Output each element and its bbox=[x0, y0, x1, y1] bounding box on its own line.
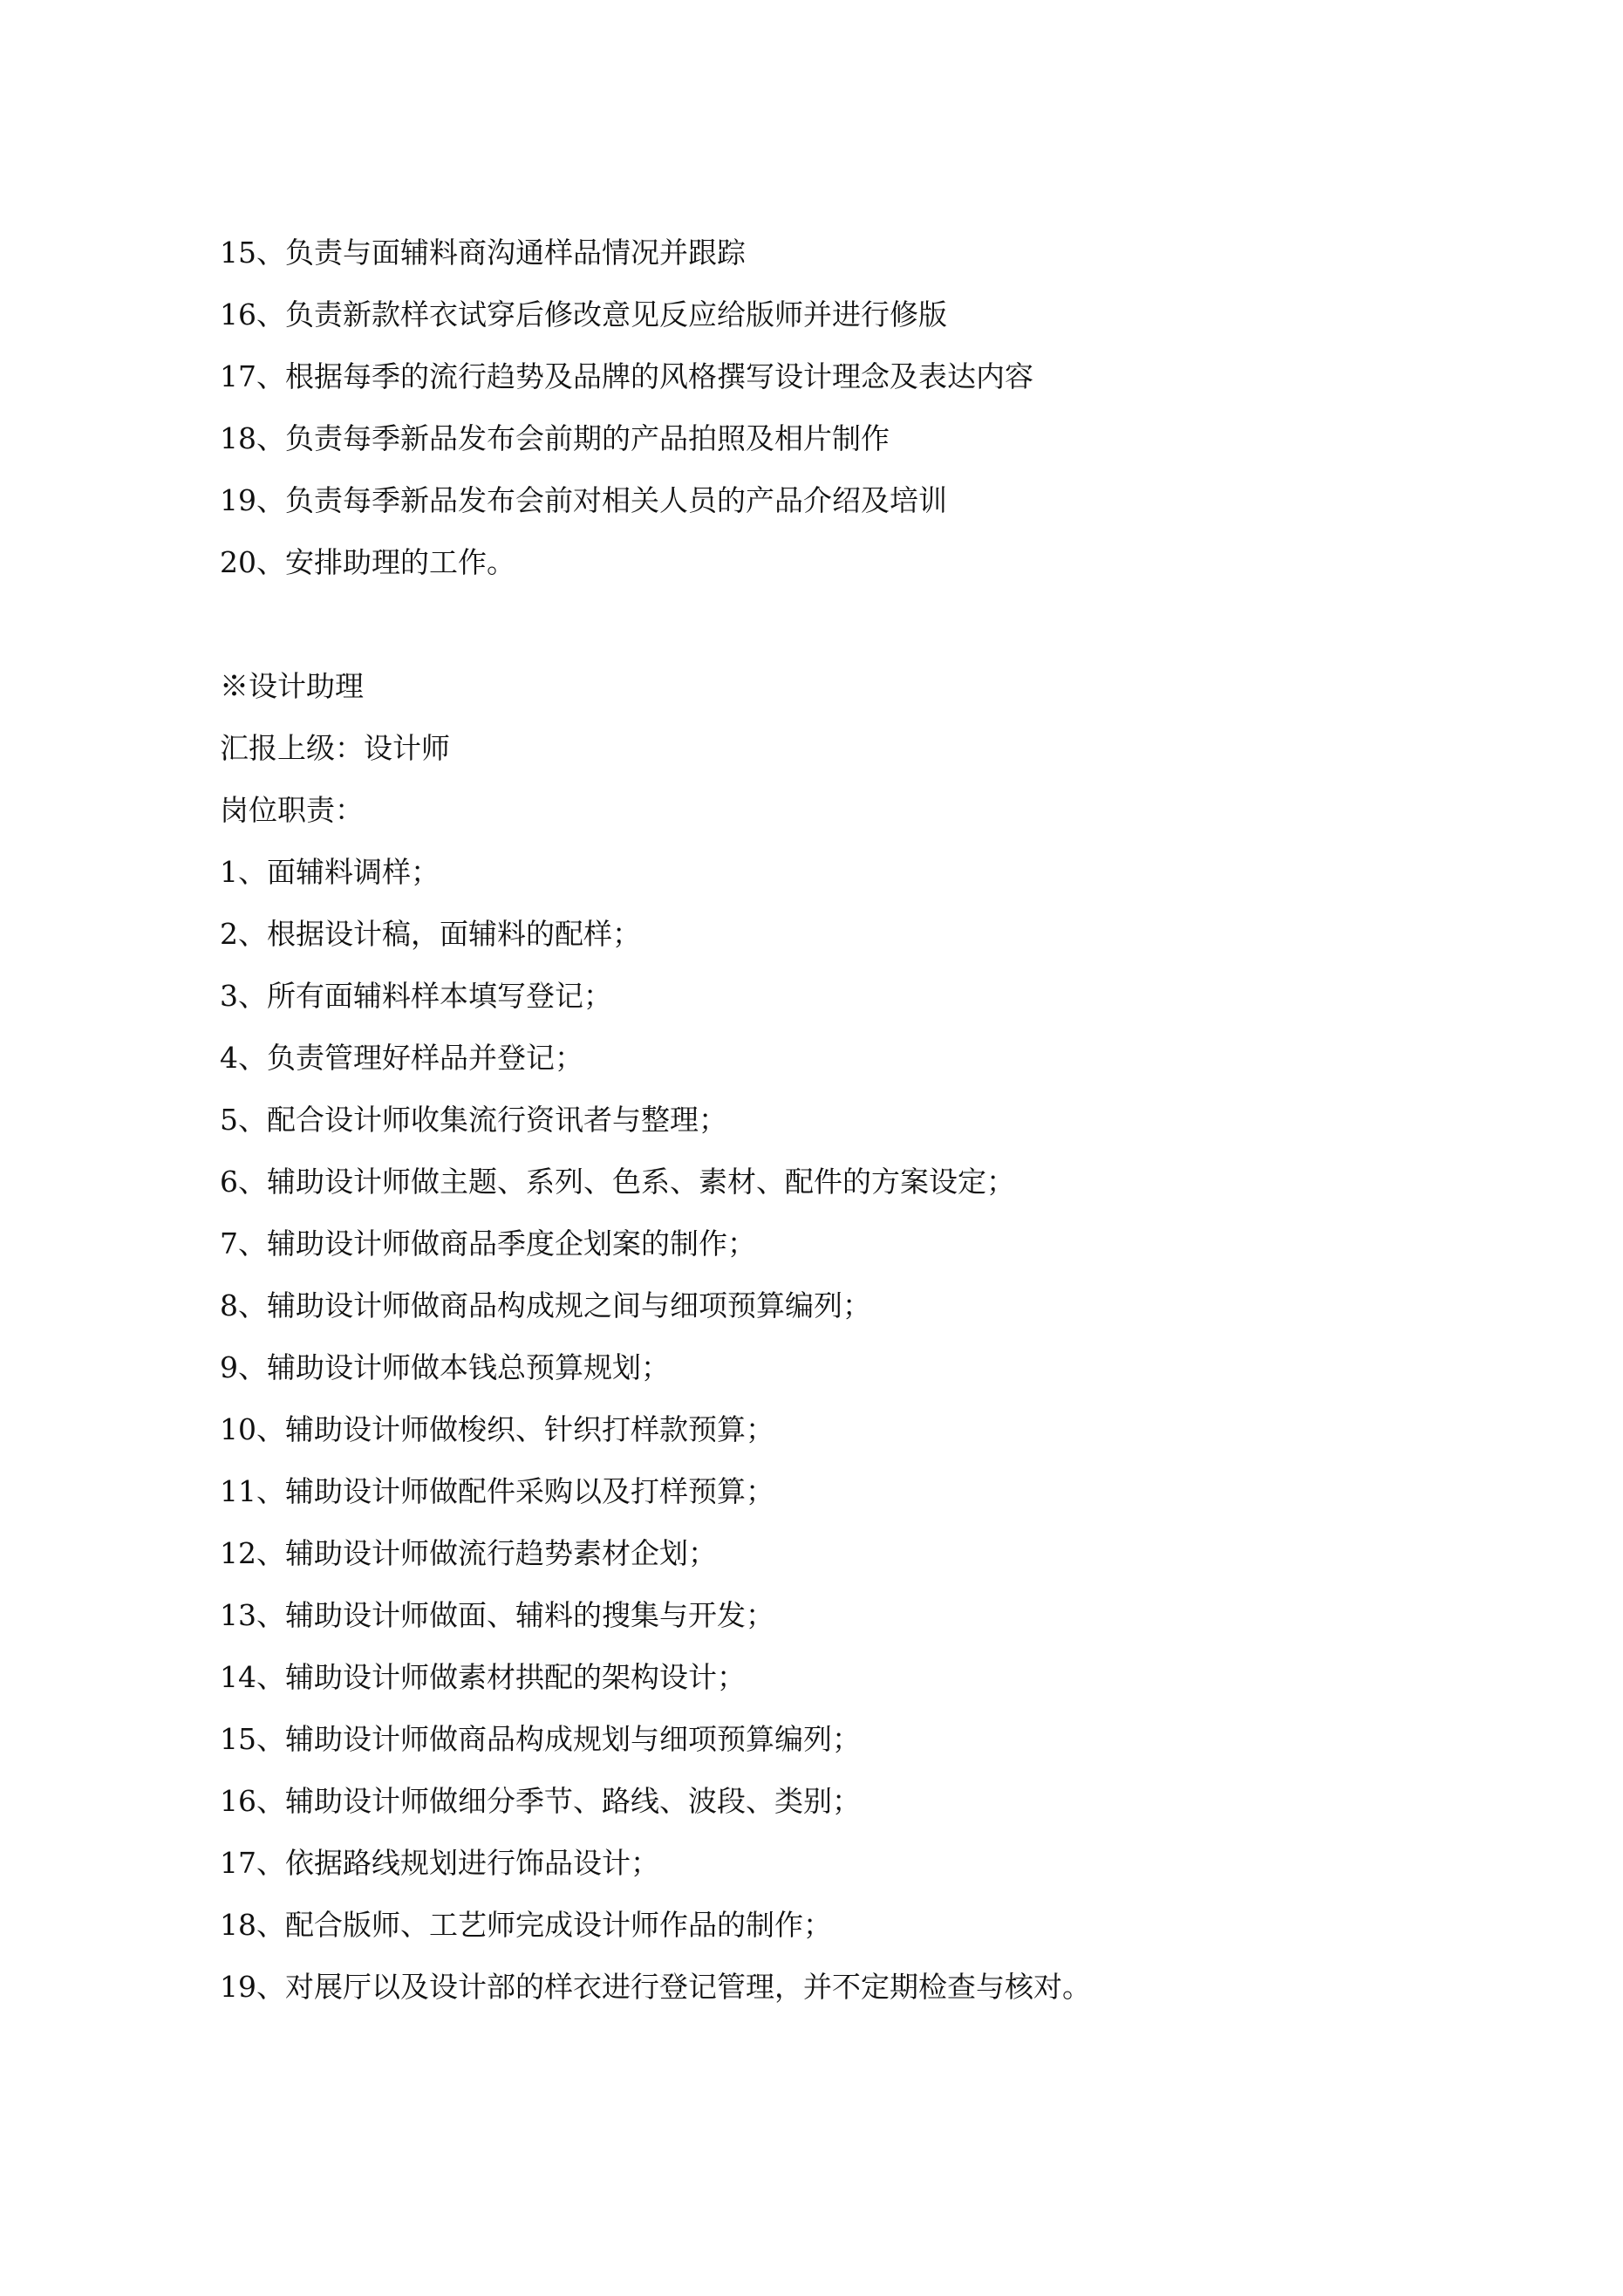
list-item: 4、负责管理好样品并登记； bbox=[220, 1041, 583, 1075]
list-item: 10、辅助设计师做梭织、针织打样款预算； bbox=[220, 1412, 774, 1446]
document-body bbox=[220, 222, 1484, 2018]
list-item: 14、辅助设计师做素材拱配的架构设计； bbox=[220, 1660, 746, 1694]
list-item: 2、根据设计稿，面辅料的配样； bbox=[220, 917, 641, 951]
list-item: 11、辅助设计师做配件采购以及打样预算； bbox=[220, 1474, 774, 1508]
list-item: 17、根据每季的流行趋势及品牌的风格撰写设计理念及表达内容 bbox=[220, 359, 1033, 393]
section-gap bbox=[220, 593, 1484, 655]
list-item: 17、依据路线规划进行饰品设计； bbox=[220, 1846, 659, 1880]
report-to-line: 汇报上级：设计师 bbox=[220, 731, 450, 765]
list-item: 8、辅助设计师做商品构成规之间与细项预算编列； bbox=[220, 1288, 871, 1322]
list-item: 12、辅助设计师做流行趋势素材企划； bbox=[220, 1536, 717, 1570]
list-item: 5、配合设计师收集流行资讯者与整理； bbox=[220, 1103, 727, 1137]
list-item: 18、配合版师、工艺师完成设计师作品的制作； bbox=[220, 1908, 832, 1942]
list-item: 16、负责新款样衣试穿后修改意见反应给版师并进行修版 bbox=[220, 297, 947, 331]
list-item: 15、辅助设计师做商品构成规划与细项预算编列； bbox=[220, 1722, 861, 1756]
list-item: 16、辅助设计师做细分季节、路线、波段、类别； bbox=[220, 1784, 861, 1818]
list-item: 18、负责每季新品发布会前期的产品拍照及相片制作 bbox=[220, 421, 890, 455]
list-item: 20、安排助理的工作。 bbox=[220, 545, 515, 579]
list-item: 1、面辅料调样； bbox=[220, 855, 440, 889]
list-item: 6、辅助设计师做主题、系列、色系、素材、配件的方案设定； bbox=[220, 1165, 1015, 1199]
section-title: ※设计助理 bbox=[220, 669, 364, 703]
list-item: 13、辅助设计师做面、辅料的搜集与开发； bbox=[220, 1598, 774, 1632]
list-item: 3、所有面辅料样本填写登记； bbox=[220, 979, 612, 1013]
list-item: 19、负责每季新品发布会前对相关人员的产品介绍及培训 bbox=[220, 483, 947, 517]
list-item: 15、负责与面辅料商沟通样品情况并跟踪 bbox=[220, 236, 746, 270]
list-item: 19、对展厅以及设计部的样衣进行登记管理，并不定期检查与核对。 bbox=[220, 1970, 1091, 2004]
duties-label: 岗位职责： bbox=[220, 793, 364, 827]
list-item: 9、辅助设计师做本钱总预算规划； bbox=[220, 1350, 670, 1384]
list-item: 7、辅助设计师做商品季度企划案的制作； bbox=[220, 1227, 756, 1261]
